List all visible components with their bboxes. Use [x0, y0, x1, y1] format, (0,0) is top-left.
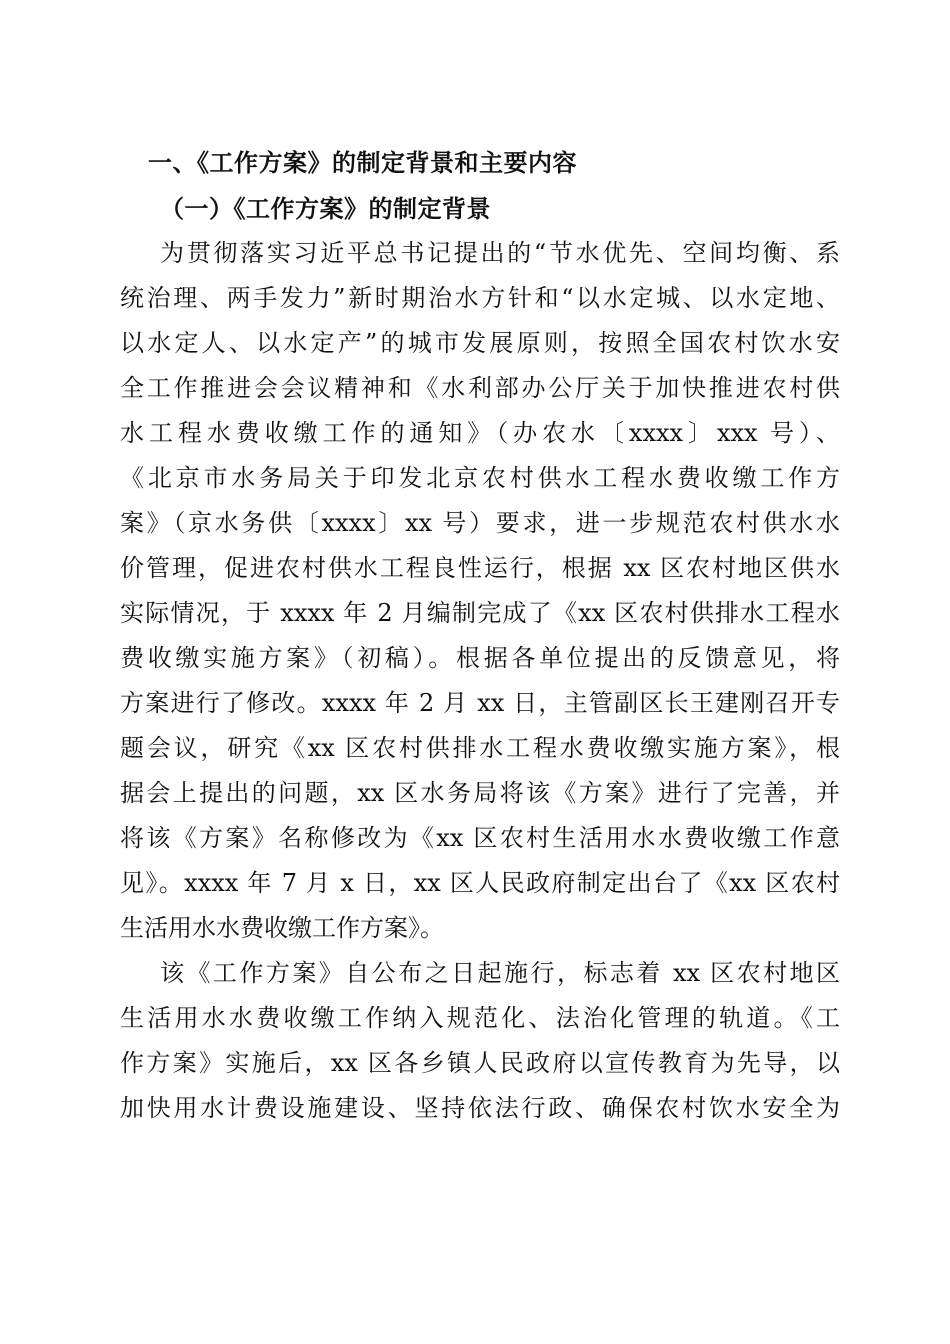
paragraph-line: 题会议，研究《xx 区农村供排水工程水费收缴实施方案》，根 [120, 734, 840, 762]
paragraph-line: 将该《方案》名称修改为《xx 区农村生活用水水费收缴工作意 [120, 824, 840, 852]
paragraph-line: 该《工作方案》自公布之日起施行，标志着 xx 区农村地区 [160, 959, 840, 987]
paragraph-line: 《北京市水务局关于印发北京农村供水工程水费收缴工作方 [120, 464, 840, 492]
subsection-heading: （一）《工作方案》的制定背景 [160, 194, 491, 223]
paragraph-line: 统治理、两手发力”新时期治水方针和“以水定城、以水定地、 [120, 284, 840, 312]
paragraph-line: 实际情况，于 xxxx 年 2 月编制完成了《xx 区农村供排水工程水 [120, 599, 840, 627]
paragraph-line: 生活用水水费收缴工作方案》。 [120, 914, 444, 942]
paragraph-line: 生活用水水费收缴工作纳入规范化、法治化管理的轨道。《工 [120, 1004, 840, 1032]
paragraph-line: 费收缴实施方案》（初稿）。根据各单位提出的反馈意见，将 [120, 644, 840, 672]
paragraph-line: 全工作推进会会议精神和《水利部办公厅关于加快推进农村供 [120, 374, 840, 402]
paragraph-line: 以水定人、以水定产”的城市发展原则，按照全国农村饮水安 [120, 329, 840, 357]
paragraph-line: 水工程水费收缴工作的通知》（办农水〔xxxx〕xxx 号）、 [120, 419, 840, 447]
paragraph-line: 加快用水计费设施建设、坚持依法行政、确保农村饮水安全为 [120, 1094, 840, 1122]
paragraph-line: 见》。xxxx 年 7 月 x 日，xx 区人民政府制定出台了《xx 区农村 [120, 869, 840, 897]
paragraph-line: 方案进行了修改。xxxx 年 2 月 xx 日，主管副区长王建刚召开专 [120, 689, 840, 717]
section-heading: 一、《工作方案》的制定背景和主要内容 [148, 149, 577, 177]
paragraph-line: 作方案》实施后，xx 区各乡镇人民政府以宣传教育为先导，以 [120, 1049, 840, 1077]
paragraph-line: 据会上提出的问题，xx 区水务局将该《方案》进行了完善，并 [120, 779, 840, 807]
paragraph-line: 案》（京水务供〔xxxx〕xx 号）要求，进一步规范农村供水水 [120, 509, 840, 537]
paragraph-line: 为贯彻落实习近平总书记提出的“节水优先、空间均衡、系 [160, 239, 840, 267]
paragraph-line: 价管理，促进农村供水工程良性运行，根据 xx 区农村地区供水 [120, 554, 840, 582]
